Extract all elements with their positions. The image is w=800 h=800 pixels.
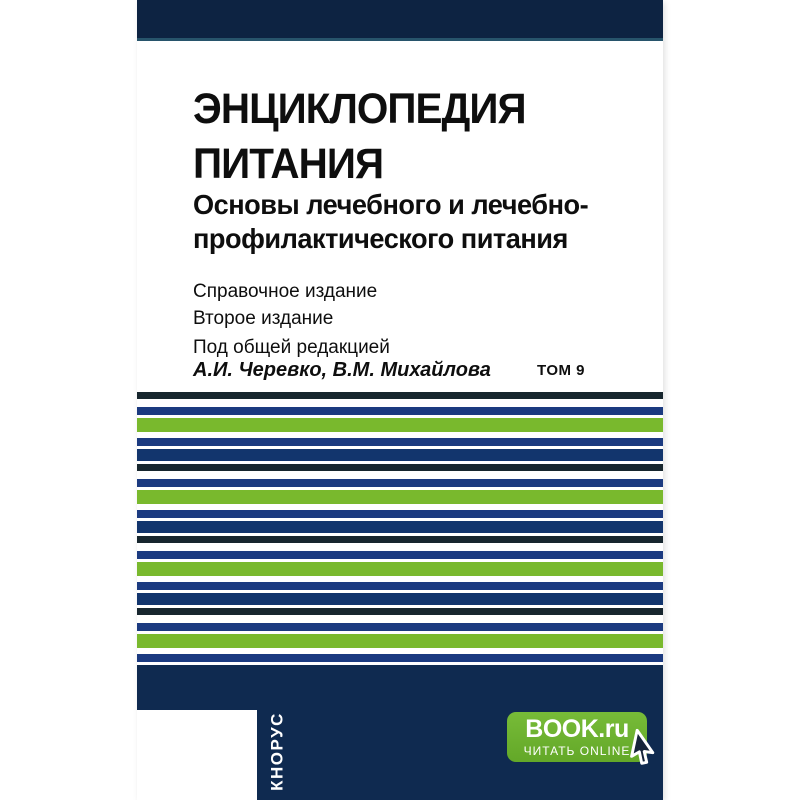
stripe-dark_stripe (137, 392, 663, 399)
stripe-dark_stripe (137, 464, 663, 471)
book-subtitle-line2: профилактического питания (193, 223, 568, 254)
stripe-blue_stripe (137, 479, 663, 487)
bookru-badge-title: BOOK.ru (525, 715, 629, 743)
book-title-line1: ЭНЦИКЛОПЕДИЯ (193, 85, 526, 133)
bookru-badge-subtitle: ЧИТАТЬ ONLINE (523, 744, 631, 758)
volume-label: ТОМ 9 (537, 362, 585, 379)
stripe-navy_stripe (137, 593, 663, 605)
stripe-blue_stripe (137, 407, 663, 415)
cover-bottom-band (137, 665, 663, 800)
edition-note: Справочное издание (193, 281, 378, 302)
stripe-blue_stripe (137, 510, 663, 518)
editor-label: Под общей редакцией (193, 337, 390, 358)
publisher-logo: КНОРУС (267, 712, 287, 791)
stripe-blue_stripe (137, 551, 663, 559)
book-subtitle-line1: Основы лечебного и лечебно- (193, 189, 589, 220)
stripe-navy_stripe (137, 449, 663, 461)
stripe-navy_stripe (137, 521, 663, 533)
stripe-dark_stripe (137, 608, 663, 615)
spine-cutout (137, 710, 257, 800)
stripe-dark_stripe (137, 536, 663, 543)
stripe-green_stripe (137, 562, 663, 576)
editors: А.И. Черевко, В.М. Михайлова (193, 359, 491, 381)
cover-top-band (137, 0, 663, 41)
edition: Второе издание (193, 308, 334, 329)
stripe-blue_stripe (137, 582, 663, 590)
bookru-badge (507, 712, 647, 762)
book-title-line2: ПИТАНИЯ (193, 140, 384, 188)
stripe-gap (137, 615, 663, 623)
stripe-blue_stripe (137, 654, 663, 662)
stripe-blue_stripe (137, 438, 663, 446)
book-cover (137, 0, 663, 800)
stripe-gap (137, 471, 663, 479)
stripe-green_stripe (137, 418, 663, 432)
stripe-gap (137, 543, 663, 551)
stripe-gap (137, 399, 663, 407)
stripe-green_stripe (137, 634, 663, 648)
cursor-arrow-icon (625, 728, 665, 774)
stripe-blue_stripe (137, 623, 663, 631)
stripes-section (137, 392, 663, 800)
stripe-green_stripe (137, 490, 663, 504)
